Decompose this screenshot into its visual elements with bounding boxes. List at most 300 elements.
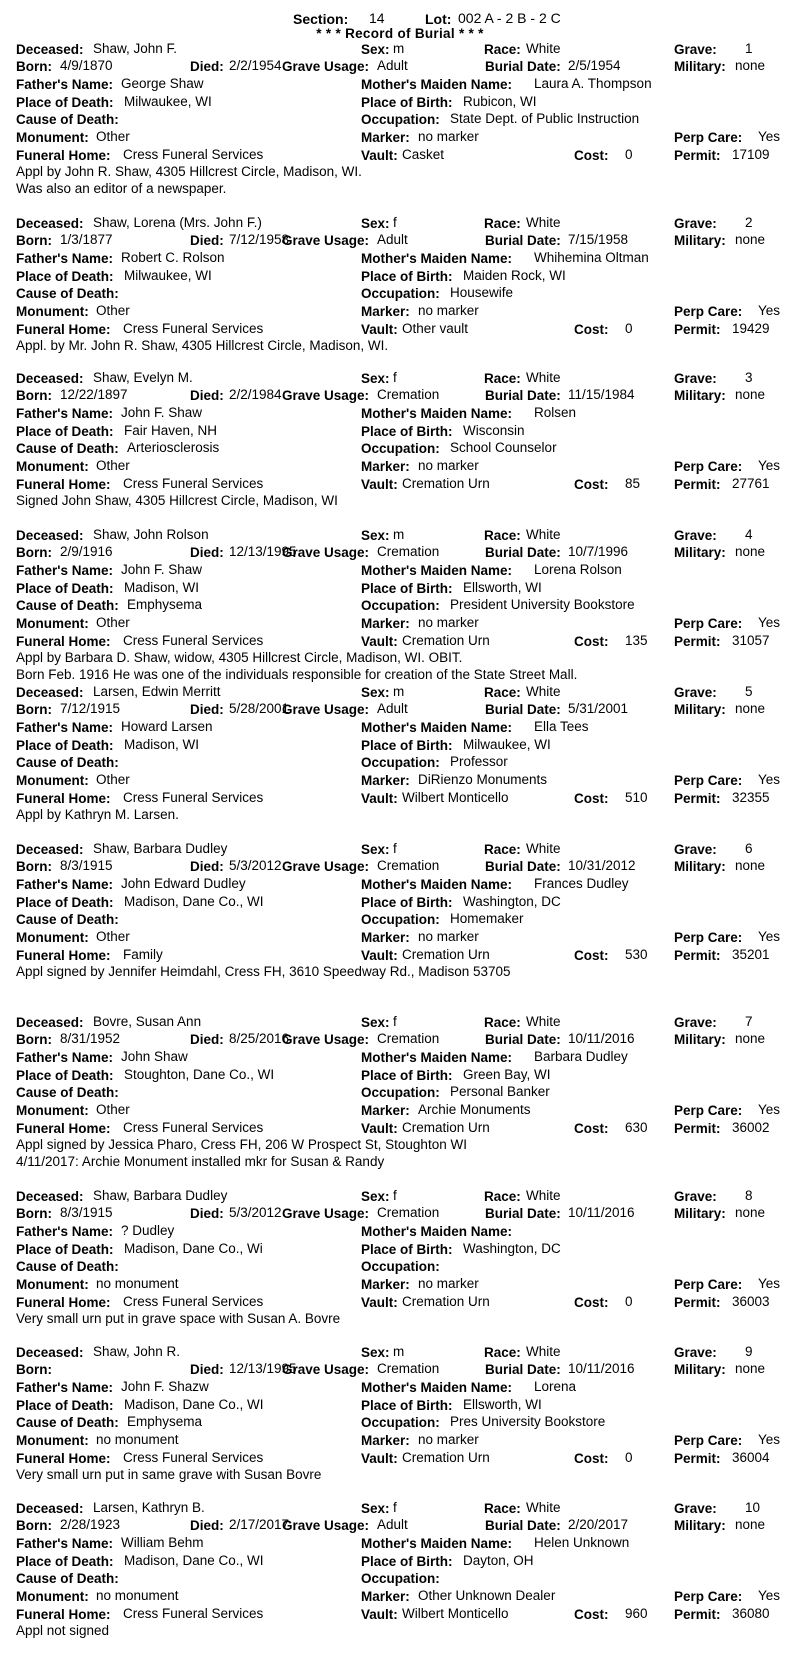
burial-date-label: Burial Date: xyxy=(485,1206,561,1221)
mother-maiden-name-value: Laura A. Thompson xyxy=(534,76,652,91)
record-line xyxy=(0,1241,800,1259)
grave-label: Grave: xyxy=(674,685,717,700)
record-line xyxy=(0,580,800,598)
perp-care-value: Yes xyxy=(758,458,781,473)
marker-value: no marker xyxy=(418,929,479,944)
grave-usage-label: Grave Usage: xyxy=(282,1518,370,1533)
permit-value: 36080 xyxy=(732,1606,770,1621)
record-line xyxy=(0,1535,800,1553)
cost-label: Cost: xyxy=(574,1607,609,1622)
funeral-home-value: Cress Funeral Services xyxy=(123,633,264,648)
occupation-value: State Dept. of Public Instruction xyxy=(450,111,640,126)
father-name-value: Howard Larsen xyxy=(121,719,213,734)
mother-maiden-name-label: Mother's Maiden Name: xyxy=(361,1380,512,1395)
permit-label: Permit: xyxy=(674,1295,721,1310)
deceased-value: Larsen, Kathryn B. xyxy=(93,1500,205,1515)
cost-value: 135 xyxy=(625,633,648,648)
vault-label: Vault: xyxy=(361,1607,398,1622)
marker-value: no marker xyxy=(418,1276,479,1291)
record-line xyxy=(0,1588,800,1606)
burial-record xyxy=(0,527,800,697)
marker-label: Marker: xyxy=(361,930,410,945)
cost-value: 0 xyxy=(625,1294,633,1309)
perp-care-label: Perp Care: xyxy=(674,930,743,945)
deceased-value: Shaw, Barbara Dudley xyxy=(93,1188,228,1203)
monument-value: Other xyxy=(96,929,130,944)
cost-label: Cost: xyxy=(574,477,609,492)
born-value: 2/28/1923 xyxy=(60,1517,121,1532)
died-label: Died: xyxy=(190,545,224,560)
record-line xyxy=(0,321,800,339)
record-note: Appl not signed xyxy=(16,1623,110,1638)
monument-value: Other xyxy=(96,772,130,787)
occupation-value: School Counselor xyxy=(450,440,557,455)
burial-date-label: Burial Date: xyxy=(485,1518,561,1533)
permit-value: 32355 xyxy=(732,790,770,805)
record-line xyxy=(0,440,800,458)
race-label: Race: xyxy=(484,842,521,857)
place-of-birth-label: Place of Birth: xyxy=(361,269,453,284)
race-label: Race: xyxy=(484,216,521,231)
record-line xyxy=(0,405,800,423)
perp-care-label: Perp Care: xyxy=(674,304,743,319)
burial-record xyxy=(0,684,800,854)
funeral-home-label: Funeral Home: xyxy=(16,1295,111,1310)
father-name-value: John F. Shazw xyxy=(121,1379,209,1394)
died-label: Died: xyxy=(190,233,224,248)
record-line xyxy=(0,1084,800,1102)
perp-care-value: Yes xyxy=(758,1102,781,1117)
record-line xyxy=(0,929,800,947)
place-of-death-value: Madison, Dane Co., WI xyxy=(124,1397,264,1412)
deceased-label: Deceased: xyxy=(16,1501,84,1516)
cost-value: 85 xyxy=(625,476,641,491)
permit-label: Permit: xyxy=(674,1607,721,1622)
military-value: none xyxy=(735,1031,766,1046)
deceased-value: Bovre, Susan Ann xyxy=(93,1014,202,1029)
record-line xyxy=(0,250,800,268)
burial-date-value: 10/11/2016 xyxy=(568,1205,635,1220)
cost-value: 0 xyxy=(625,1450,633,1465)
sex-value: f xyxy=(393,1188,397,1203)
died-label: Died: xyxy=(190,1518,224,1533)
place-of-birth-value: Ellsworth, WI xyxy=(463,580,542,595)
military-value: none xyxy=(735,701,766,716)
cause-of-death-label: Cause of Death: xyxy=(16,1085,119,1100)
record-line xyxy=(0,76,800,94)
mother-maiden-name-value: Rolsen xyxy=(534,405,577,420)
born-label: Born: xyxy=(16,545,52,560)
sex-value: f xyxy=(393,370,397,385)
occupation-label: Occupation: xyxy=(361,912,440,927)
permit-label: Permit: xyxy=(674,634,721,649)
grave-value: 3 xyxy=(745,370,753,385)
vault-label: Vault: xyxy=(361,322,398,337)
marker-label: Marker: xyxy=(361,1103,410,1118)
race-label: Race: xyxy=(484,42,521,57)
died-value: 12/13/1995 xyxy=(229,544,297,559)
record-line xyxy=(0,303,800,321)
record-line xyxy=(0,41,800,59)
permit-label: Permit: xyxy=(674,948,721,963)
record-line xyxy=(0,232,800,250)
record-line xyxy=(0,1205,800,1223)
monument-value: no monument xyxy=(96,1276,179,1291)
marker-value: DiRienzo Monuments xyxy=(418,772,548,787)
monument-label: Monument: xyxy=(16,304,89,319)
marker-value: no marker xyxy=(418,303,479,318)
perp-care-value: Yes xyxy=(758,1588,781,1603)
permit-value: 36002 xyxy=(732,1120,770,1135)
permit-label: Permit: xyxy=(674,791,721,806)
perp-care-label: Perp Care: xyxy=(674,1589,743,1604)
record-line xyxy=(0,615,800,633)
occupation-value: Housewife xyxy=(450,285,514,300)
deceased-label: Deceased: xyxy=(16,842,84,857)
race-label: Race: xyxy=(484,685,521,700)
sex-label: Sex: xyxy=(361,528,390,543)
cause-of-death-label: Cause of Death: xyxy=(16,598,119,613)
record-line xyxy=(0,476,800,494)
permit-label: Permit: xyxy=(674,1451,721,1466)
deceased-label: Deceased: xyxy=(16,1345,84,1360)
grave-usage-value: Cremation xyxy=(377,1031,440,1046)
monument-label: Monument: xyxy=(16,459,89,474)
cause-of-death-label: Cause of Death: xyxy=(16,441,119,456)
record-line xyxy=(0,772,800,790)
permit-value: 17109 xyxy=(732,147,770,162)
section-number: 14 xyxy=(369,10,385,26)
cost-label: Cost: xyxy=(574,1121,609,1136)
perp-care-value: Yes xyxy=(758,303,781,318)
marker-value: Other Unknown Dealer xyxy=(418,1588,556,1603)
perp-care-label: Perp Care: xyxy=(674,1277,743,1292)
record-note: Appl signed by Jessica Pharo, Cress FH, 206 W Prospect St, Stoughton WI xyxy=(16,1137,467,1152)
occupation-label: Occupation: xyxy=(361,1259,440,1274)
marker-value: no marker xyxy=(418,615,479,630)
funeral-home-label: Funeral Home: xyxy=(16,477,111,492)
place-of-birth-label: Place of Birth: xyxy=(361,1068,453,1083)
died-label: Died: xyxy=(190,859,224,874)
cause-of-death-label: Cause of Death: xyxy=(16,912,119,927)
record-line xyxy=(0,387,800,405)
record-line xyxy=(0,1553,800,1571)
perp-care-label: Perp Care: xyxy=(674,459,743,474)
vault-value: Other vault xyxy=(402,321,469,336)
race-value: White xyxy=(526,215,561,230)
marker-value: no marker xyxy=(418,458,479,473)
record-line xyxy=(0,947,800,965)
record-line xyxy=(0,1379,800,1397)
record-line xyxy=(0,1031,800,1049)
occupation-label: Occupation: xyxy=(361,1571,440,1586)
occupation-value: Personal Banker xyxy=(450,1084,550,1099)
born-value: 4/9/1870 xyxy=(60,58,113,73)
place-of-birth-label: Place of Birth: xyxy=(361,581,453,596)
record-line xyxy=(0,1276,800,1294)
race-value: White xyxy=(526,1188,561,1203)
record-line xyxy=(0,1102,800,1120)
perp-care-value: Yes xyxy=(758,1276,781,1291)
cost-value: 510 xyxy=(625,790,648,805)
sex-label: Sex: xyxy=(361,216,390,231)
sex-value: f xyxy=(393,215,397,230)
mother-maiden-name-label: Mother's Maiden Name: xyxy=(361,563,512,578)
funeral-home-value: Cress Funeral Services xyxy=(123,790,264,805)
funeral-home-value: Cress Funeral Services xyxy=(123,321,264,336)
record-line xyxy=(0,215,800,233)
sex-label: Sex: xyxy=(361,1189,390,1204)
burial-record xyxy=(0,215,800,385)
record-line xyxy=(0,1067,800,1085)
place-of-birth-value: Washington, DC xyxy=(463,1241,561,1256)
marker-label: Marker: xyxy=(361,1433,410,1448)
deceased-value: Shaw, John F. xyxy=(93,41,178,56)
permit-value: 19429 xyxy=(732,321,770,336)
deceased-value: Shaw, Barbara Dudley xyxy=(93,841,228,856)
died-value: 5/28/2001 xyxy=(229,701,290,716)
perp-care-label: Perp Care: xyxy=(674,130,743,145)
record-line xyxy=(0,911,800,929)
cost-label: Cost: xyxy=(574,148,609,163)
military-label: Military: xyxy=(674,545,726,560)
monument-value: Other xyxy=(96,303,130,318)
marker-label: Marker: xyxy=(361,1277,410,1292)
born-label: Born: xyxy=(16,702,52,717)
cause-of-death-label: Cause of Death: xyxy=(16,286,119,301)
perp-care-label: Perp Care: xyxy=(674,1433,743,1448)
burial-record xyxy=(0,370,800,540)
mother-maiden-name-label: Mother's Maiden Name: xyxy=(361,1536,512,1551)
born-value: 8/3/1915 xyxy=(60,1205,113,1220)
cost-value: 0 xyxy=(625,147,633,162)
vault-label: Vault: xyxy=(361,477,398,492)
grave-usage-label: Grave Usage: xyxy=(282,59,370,74)
record-line xyxy=(0,58,800,76)
permit-label: Permit: xyxy=(674,1121,721,1136)
place-of-birth-label: Place of Birth: xyxy=(361,424,453,439)
sex-value: f xyxy=(393,1014,397,1029)
died-value: 2/2/1984 xyxy=(229,387,282,402)
occupation-value: Homemaker xyxy=(450,911,524,926)
cause-of-death-value: Emphysema xyxy=(127,1414,203,1429)
father-name-label: Father's Name: xyxy=(16,77,113,92)
vault-label: Vault: xyxy=(361,791,398,806)
mother-maiden-name-label: Mother's Maiden Name: xyxy=(361,1050,512,1065)
record-line xyxy=(0,1397,800,1415)
record-line xyxy=(0,1188,800,1206)
mother-maiden-name-value: Lorena Rolson xyxy=(534,562,622,577)
record-line xyxy=(0,1606,800,1624)
died-value: 7/12/1958 xyxy=(229,232,290,247)
father-name-label: Father's Name: xyxy=(16,1224,113,1239)
grave-value: 7 xyxy=(745,1014,753,1029)
monument-label: Monument: xyxy=(16,1589,89,1604)
father-name-label: Father's Name: xyxy=(16,563,113,578)
sex-value: f xyxy=(393,1500,397,1515)
military-value: none xyxy=(735,232,766,247)
sex-value: m xyxy=(393,684,405,699)
perp-care-value: Yes xyxy=(758,615,781,630)
born-label: Born: xyxy=(16,859,52,874)
place-of-birth-label: Place of Birth: xyxy=(361,738,453,753)
record-line xyxy=(0,701,800,719)
record-line xyxy=(0,458,800,476)
record-line xyxy=(0,544,800,562)
grave-value: 9 xyxy=(745,1344,753,1359)
funeral-home-label: Funeral Home: xyxy=(16,791,111,806)
born-label: Born: xyxy=(16,1206,52,1221)
deceased-label: Deceased: xyxy=(16,528,84,543)
record-title: * * * Record of Burial * * * xyxy=(316,26,484,41)
record-line xyxy=(0,1414,800,1432)
burial-date-value: 10/31/2012 xyxy=(568,858,636,873)
funeral-home-value: Cress Funeral Services xyxy=(123,1120,264,1135)
father-name-value: John Edward Dudley xyxy=(121,876,246,891)
permit-value: 35201 xyxy=(732,947,770,962)
record-line xyxy=(0,1014,800,1032)
marker-value: no marker xyxy=(418,1432,479,1447)
military-label: Military: xyxy=(674,1518,726,1533)
place-of-birth-value: Green Bay, WI xyxy=(463,1067,551,1082)
military-label: Military: xyxy=(674,1206,726,1221)
record-note: Very small urn put in same grave with Susan Bovre xyxy=(16,1467,322,1482)
record-note: Appl by Barbara D. Shaw, widow, 4305 Hillcrest Circle, Madison, WI. OBIT. xyxy=(16,650,463,665)
perp-care-value: Yes xyxy=(758,1432,781,1447)
grave-usage-value: Adult xyxy=(377,58,408,73)
grave-value: 8 xyxy=(745,1188,753,1203)
occupation-label: Occupation: xyxy=(361,286,440,301)
place-of-death-value: Milwaukee, WI xyxy=(124,94,212,109)
record-line xyxy=(0,1120,800,1138)
record-line xyxy=(0,633,800,651)
born-label: Born: xyxy=(16,1362,52,1377)
cause-of-death-label: Cause of Death: xyxy=(16,755,119,770)
mother-maiden-name-label: Mother's Maiden Name: xyxy=(361,1224,512,1239)
place-of-birth-value: Washington, DC xyxy=(463,894,561,909)
record-line xyxy=(0,129,800,147)
father-name-value: William Behm xyxy=(121,1535,204,1550)
monument-value: Other xyxy=(96,1102,130,1117)
grave-usage-label: Grave Usage: xyxy=(282,702,370,717)
race-label: Race: xyxy=(484,528,521,543)
monument-value: no monument xyxy=(96,1588,179,1603)
place-of-death-label: Place of Death: xyxy=(16,1242,114,1257)
place-of-death-value: Stoughton, Dane Co., WI xyxy=(124,1067,275,1082)
record-line xyxy=(0,719,800,737)
race-value: White xyxy=(526,841,561,856)
place-of-birth-value: Dayton, OH xyxy=(463,1553,534,1568)
deceased-label: Deceased: xyxy=(16,216,84,231)
record-line xyxy=(0,1258,800,1276)
grave-value: 1 xyxy=(745,41,753,56)
marker-label: Marker: xyxy=(361,130,410,145)
grave-label: Grave: xyxy=(674,842,717,857)
record-line xyxy=(0,597,800,615)
burial-record xyxy=(0,1500,800,1670)
burial-record xyxy=(0,1188,800,1358)
record-line xyxy=(0,737,800,755)
grave-usage-label: Grave Usage: xyxy=(282,1032,370,1047)
deceased-label: Deceased: xyxy=(16,1189,84,1204)
grave-usage-value: Adult xyxy=(377,1517,408,1532)
burial-date-label: Burial Date: xyxy=(485,388,561,403)
funeral-home-label: Funeral Home: xyxy=(16,148,111,163)
burial-date-value: 10/7/1996 xyxy=(568,544,629,559)
mother-maiden-name-value: Barbara Dudley xyxy=(534,1049,628,1064)
grave-label: Grave: xyxy=(674,1345,717,1360)
burial-date-value: 11/15/1984 xyxy=(568,387,635,402)
cost-label: Cost: xyxy=(574,791,609,806)
funeral-home-label: Funeral Home: xyxy=(16,1607,111,1622)
place-of-birth-value: Wisconsin xyxy=(463,423,525,438)
father-name-label: Father's Name: xyxy=(16,406,113,421)
grave-usage-label: Grave Usage: xyxy=(282,859,370,874)
record-line xyxy=(0,894,800,912)
funeral-home-label: Funeral Home: xyxy=(16,634,111,649)
grave-label: Grave: xyxy=(674,1015,717,1030)
monument-value: no monument xyxy=(96,1432,179,1447)
deceased-value: Larsen, Edwin Merritt xyxy=(93,684,221,699)
grave-usage-label: Grave Usage: xyxy=(282,545,370,560)
place-of-death-label: Place of Death: xyxy=(16,1398,114,1413)
marker-label: Marker: xyxy=(361,304,410,319)
place-of-death-value: Madison, WI xyxy=(124,580,200,595)
grave-label: Grave: xyxy=(674,1501,717,1516)
deceased-label: Deceased: xyxy=(16,371,84,386)
monument-value: Other xyxy=(96,458,130,473)
cost-value: 530 xyxy=(625,947,648,962)
grave-usage-label: Grave Usage: xyxy=(282,1206,370,1221)
lot-number: 002 A - 2 B - 2 C xyxy=(458,10,561,26)
monument-label: Monument: xyxy=(16,930,89,945)
grave-label: Grave: xyxy=(674,42,717,57)
military-label: Military: xyxy=(674,859,726,874)
military-label: Military: xyxy=(674,1362,726,1377)
record-line xyxy=(0,1517,800,1535)
occupation-label: Occupation: xyxy=(361,1085,440,1100)
military-value: none xyxy=(735,544,766,559)
place-of-death-value: Milwaukee, WI xyxy=(124,268,212,283)
monument-label: Monument: xyxy=(16,616,89,631)
monument-value: Other xyxy=(96,615,130,630)
record-line xyxy=(0,527,800,545)
military-value: none xyxy=(735,1361,766,1376)
sex-label: Sex: xyxy=(361,1015,390,1030)
died-label: Died: xyxy=(190,1032,224,1047)
vault-value: Cremation Urn xyxy=(402,947,490,962)
burial-date-label: Burial Date: xyxy=(485,1032,561,1047)
record-note: 4/11/2017: Archie Monument installed mkr for Susan & Randy xyxy=(16,1154,385,1169)
burial-date-label: Burial Date: xyxy=(485,545,561,560)
burial-date-value: 10/11/2016 xyxy=(568,1361,635,1376)
burial-date-value: 10/11/2016 xyxy=(568,1031,635,1046)
race-label: Race: xyxy=(484,1015,521,1030)
grave-label: Grave: xyxy=(674,528,717,543)
born-value: 2/9/1916 xyxy=(60,544,113,559)
cost-label: Cost: xyxy=(574,1295,609,1310)
record-note: Born Feb. 1916 He was one of the individuals responsible for creation of the State Street Mall. xyxy=(16,667,578,682)
born-value: 1/3/1877 xyxy=(60,232,113,247)
sex-value: f xyxy=(393,841,397,856)
record-note: Was also an editor of a newspaper. xyxy=(16,181,227,196)
funeral-home-label: Funeral Home: xyxy=(16,322,111,337)
vault-value: Cremation Urn xyxy=(402,1120,490,1135)
funeral-home-value: Cress Funeral Services xyxy=(123,1294,264,1309)
marker-label: Marker: xyxy=(361,1589,410,1604)
record-line xyxy=(0,562,800,580)
burial-date-label: Burial Date: xyxy=(485,702,561,717)
